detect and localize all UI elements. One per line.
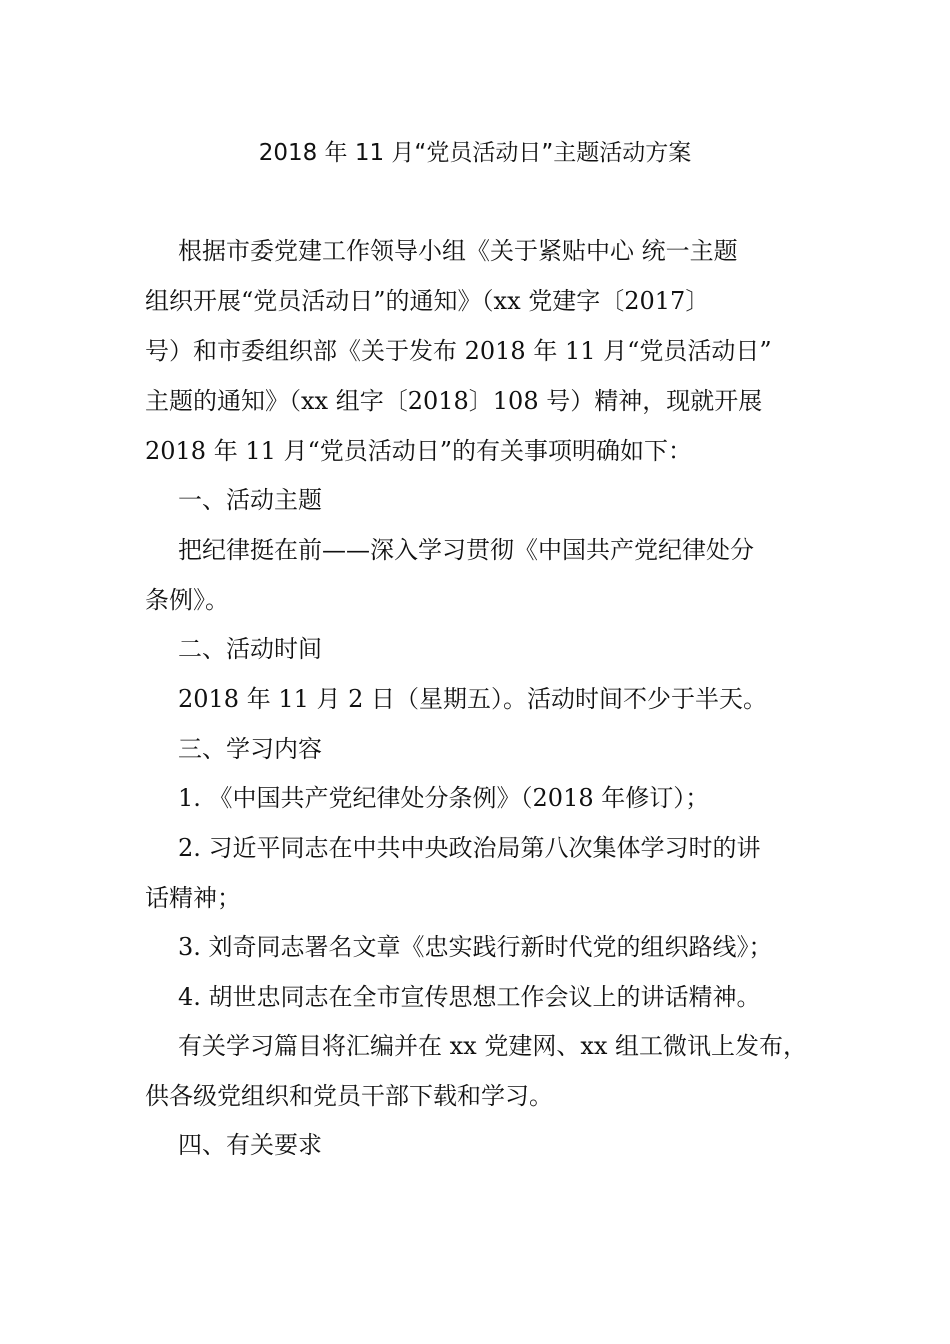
content-note-line-2: 供各级党组织和党员干部下载和学习。 [145,1082,553,1110]
intro-line-2: 组织开展“党员活动日”的通知》（xx 党建字〔2017〕 [145,287,710,315]
content-item-2-line-1: 2. 习近平同志在中共中央政治局第八次集体学习时的讲 [178,834,761,862]
section-heading-content: 三、学习内容 [178,735,322,763]
section-heading-requirements: 四、有关要求 [178,1131,322,1159]
section-heading-theme: 一、活动主题 [178,486,322,514]
intro-line-1: 根据市委党建工作领导小组《关于紧贴中心 统一主题 [178,237,738,265]
content-note-line-1: 有关学习篇目将汇编并在 xx 党建网、xx 组工微讯上发布， [178,1032,808,1060]
content-item-2-line-2: 话精神； [145,884,241,912]
content-item-3: 3. 刘奇同志署名文章《忠实践行新时代党的组织路线》； [178,933,773,961]
theme-line-1: 把纪律挺在前——深入学习贯彻《中国共产党纪律处分 [178,536,754,564]
content-item-4: 4. 胡世忠同志在全市宣传思想工作会议上的讲话精神。 [178,983,761,1011]
intro-line-3: 号）和市委组织部《关于发布 2018 年 11 月“党员活动日” [145,337,772,365]
intro-line-5: 2018 年 11 月“党员活动日”的有关事项明确如下： [145,437,693,465]
document-title: 2018 年 11 月“党员活动日”主题活动方案 [258,140,692,166]
intro-line-4: 主题的通知》（xx 组字〔2018〕108 号）精神，现就开展 [145,387,763,415]
time-line: 2018 年 11 月 2 日（星期五）。活动时间不少于半天。 [178,685,768,713]
content-item-1: 1. 《中国共产党纪律处分条例》（2018 年修订）； [178,784,710,812]
theme-line-2: 条例》。 [145,586,229,614]
section-heading-time: 二、活动时间 [178,635,322,663]
